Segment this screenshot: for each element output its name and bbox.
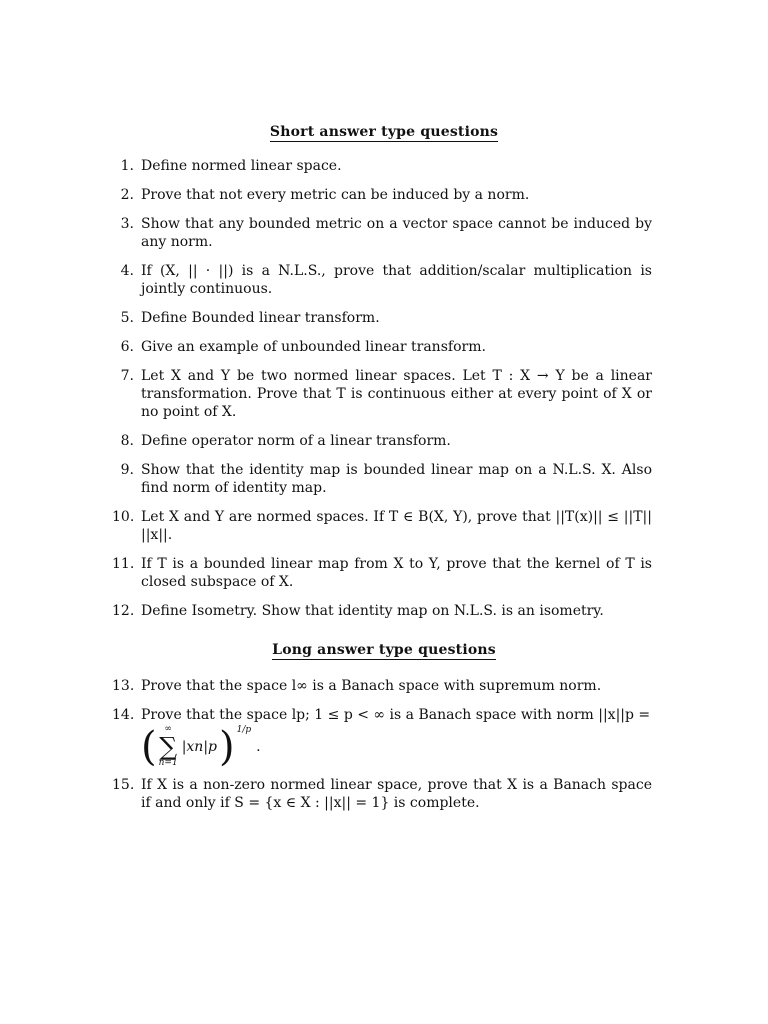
short-question-list bbox=[112, 157, 652, 620]
question-15: 15. If X is a non-zero normed linear space, prove that X is a Banach space if and only if S = {x ∈ X : ||x|| = 1} is complete. bbox=[112, 777, 652, 811]
question-13: 13. Prove that the space l∞ is a Banach space with supremum norm. bbox=[112, 678, 602, 694]
long-question-list bbox=[112, 677, 652, 812]
question-12: 12. Define Isometry. Show that identity map on N.L.S. is an isometry. bbox=[112, 603, 604, 619]
question-5: 5. Define Bounded linear transform. bbox=[120, 310, 380, 326]
question-9: 9. Show that the identity map is bounded linear map on a N.L.S. X. Also find norm of identity map. bbox=[120, 462, 652, 496]
question-10: 10. Let X and Y are normed spaces. If T ∈ B(X, Y), prove that ||T(x)|| ≤ ||T|| ||x||. bbox=[112, 509, 652, 543]
question-4: 4. If (X, || · ||) is a N.L.S., prove that addition/scalar multiplication is jointly continuous. bbox=[120, 263, 652, 297]
question-7: 7. Let X and Y be two normed linear spaces. Let T : X → Y be a linear transformation. Prove that T is continuous either at every point of X or no point of X. bbox=[120, 368, 652, 420]
lp-norm-formula: ( ∞ ∑ n=1 |xn|p ) 1/p . bbox=[141, 723, 261, 770]
short-answer-heading: Short answer type questions bbox=[269, 124, 499, 140]
question-14: 14. Prove that the space lp; 1 ≤ p < ∞ is a Banach space with norm ||x||p = ( ∞ ∑ n=1 |xn|p ) 1/p . bbox=[112, 707, 651, 770]
question-1: 1. Define normed linear space. bbox=[120, 158, 342, 174]
long-answer-heading: Long answer type questions bbox=[272, 642, 496, 658]
summation: ∞ ∑ n=1 bbox=[158, 724, 178, 768]
question-3: 3. Show that any bounded metric on a vector space cannot be induced by any norm. bbox=[120, 216, 652, 250]
question-8: 8. Define operator norm of a linear transform. bbox=[120, 433, 451, 449]
question-2: 2. Prove that not every metric can be induced by a norm. bbox=[120, 187, 530, 203]
question-11: 11. If T is a bounded linear map from X to Y, prove that the kernel of T is closed subspace of X. bbox=[112, 556, 652, 590]
question-6: 6. Give an example of unbounded linear transform. bbox=[120, 339, 486, 355]
